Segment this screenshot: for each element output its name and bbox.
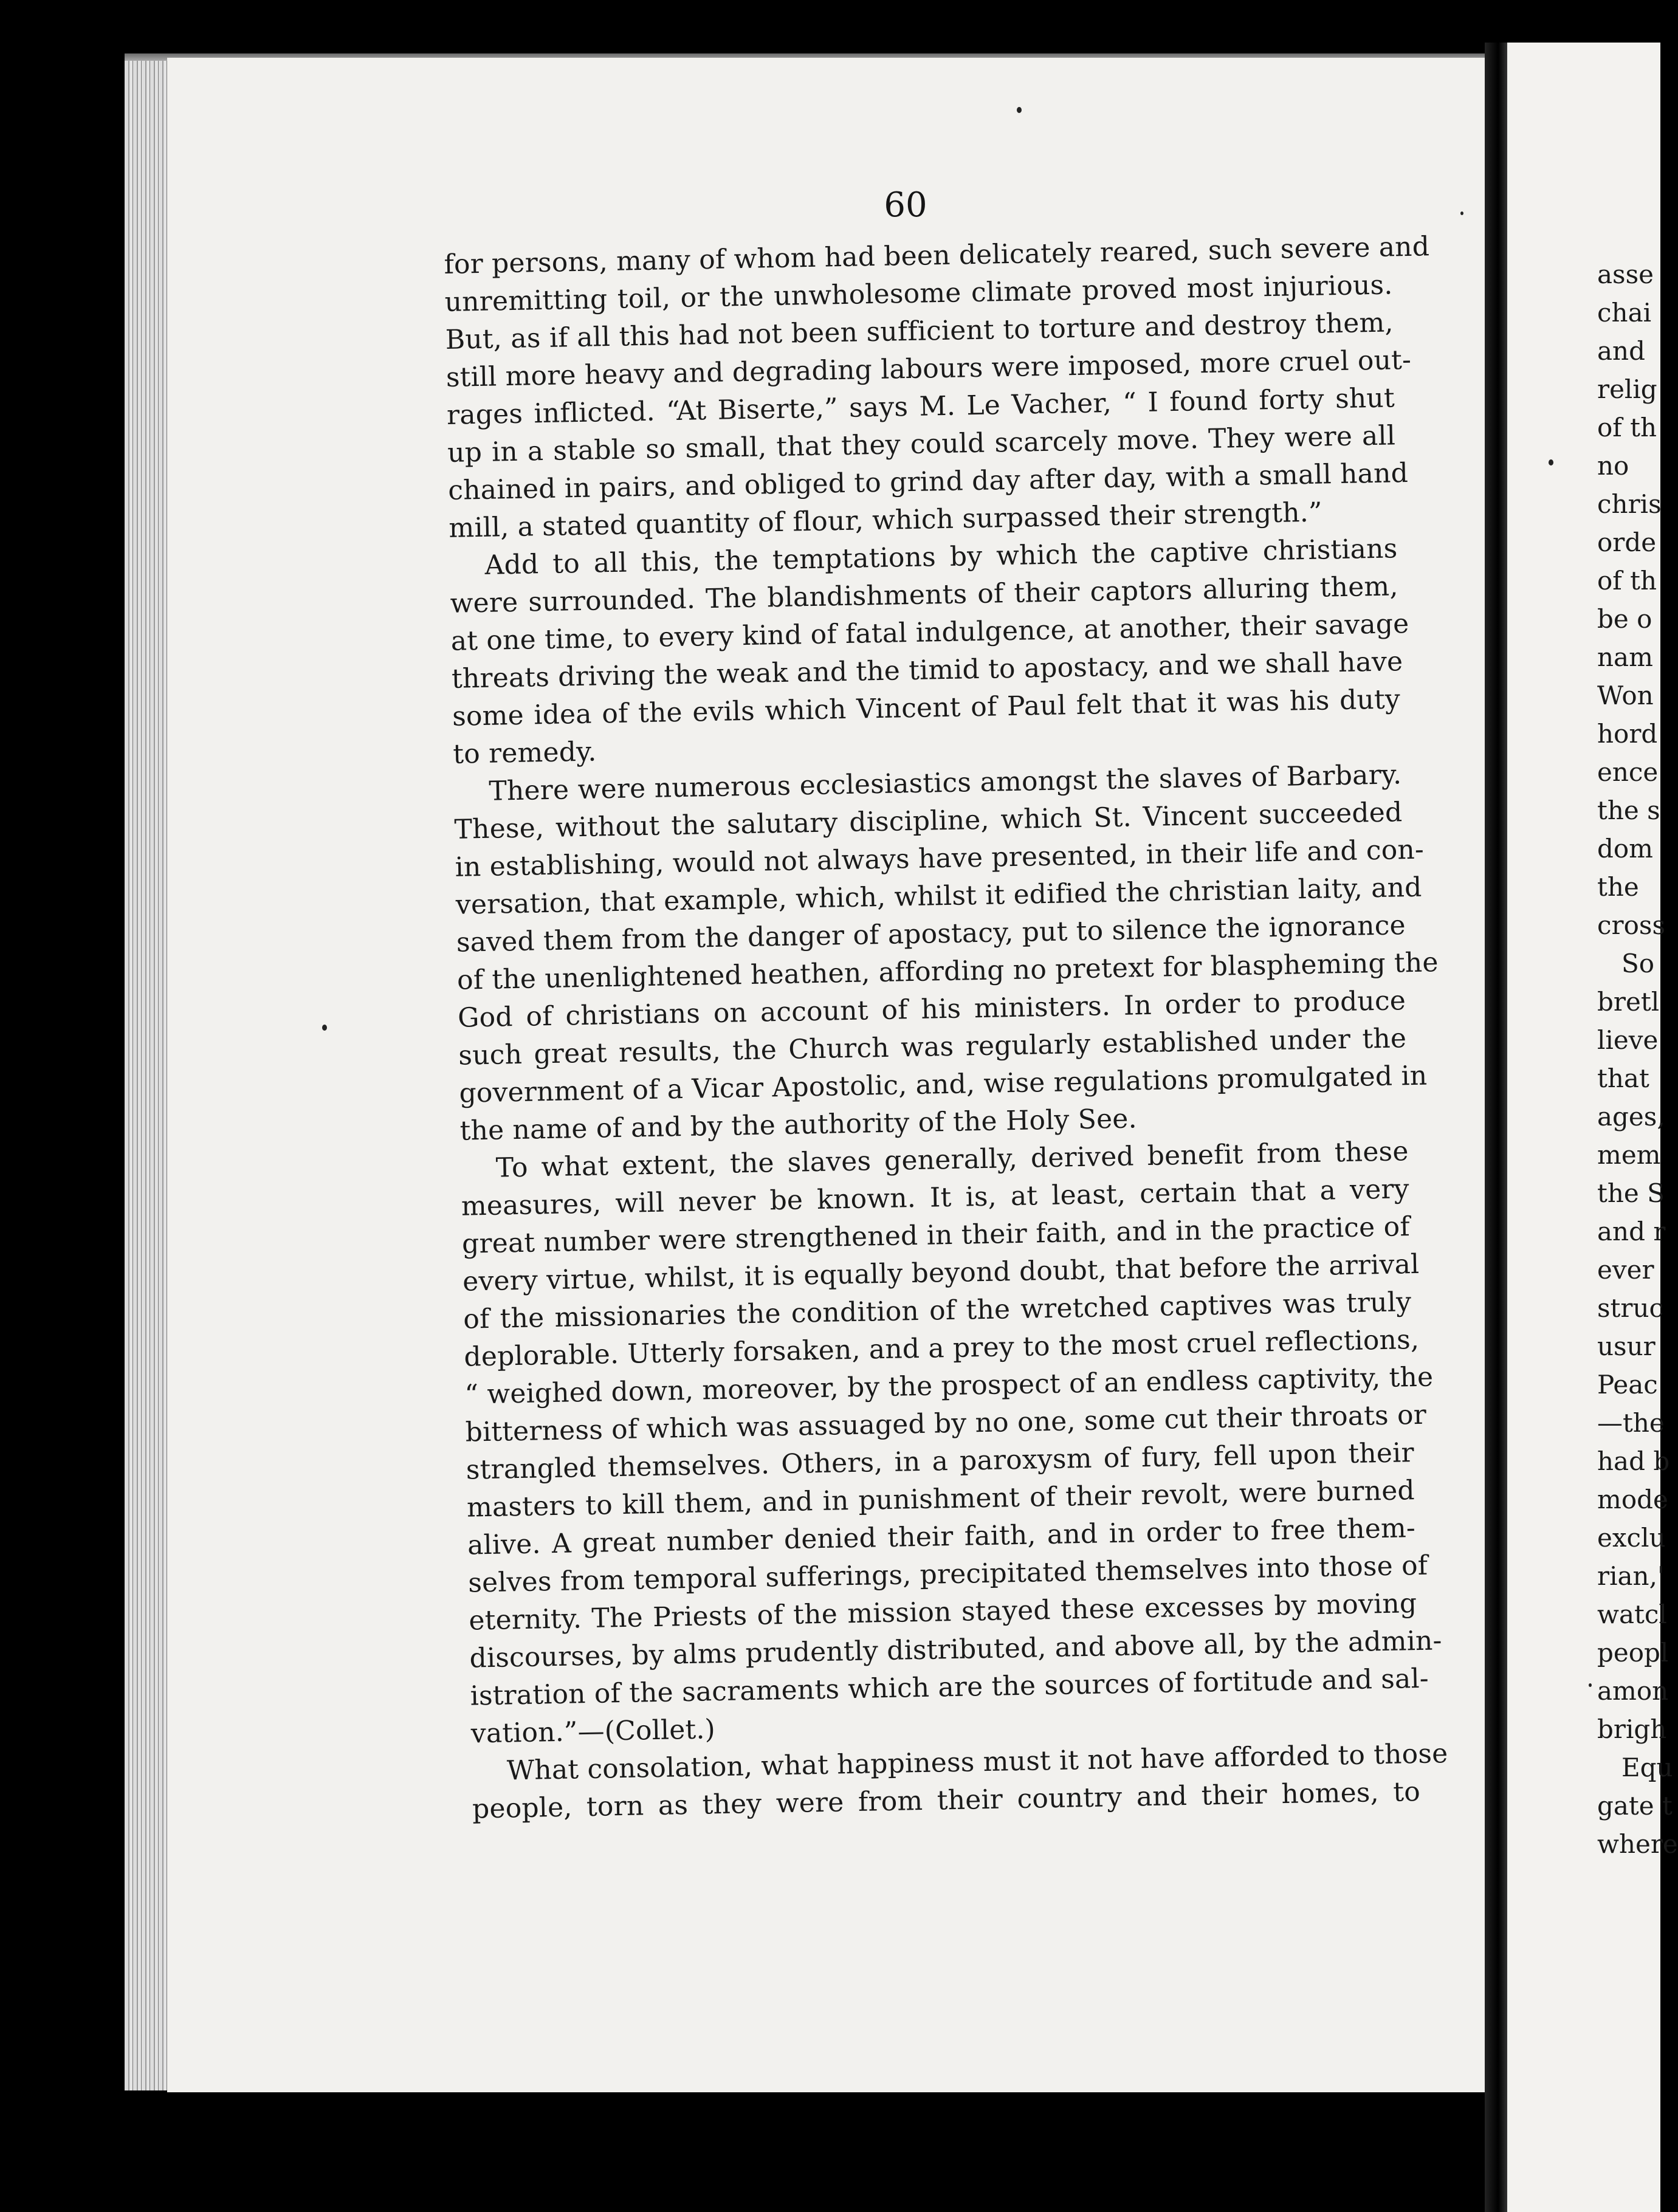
facing-text-line: had b	[1597, 1446, 1670, 1476]
facing-text-line: chris	[1597, 489, 1662, 519]
facing-text-line: and	[1597, 336, 1645, 366]
facing-text-line: usur	[1597, 1331, 1656, 1361]
text-line: measures, will never be known. It is, at least, certain that a very	[461, 1173, 1410, 1222]
text-line: mill, a stated quantity of flour, which surpassed their strength.”	[449, 496, 1323, 544]
text-line: These, without the salutary discipline, which St. Vincent succeeded	[454, 797, 1403, 845]
facing-text-line: Equ	[1621, 1753, 1673, 1782]
facing-text-line: of th	[1597, 413, 1657, 442]
facing-text-line: the s	[1597, 795, 1660, 825]
facing-text-line: bretl	[1597, 987, 1660, 1017]
text-line: every virtue, whilst, it is equally beyond doubt, that before the arrival	[462, 1248, 1420, 1297]
text-line: istration of the sacraments which are the sources of fortitude and sal-	[470, 1663, 1429, 1712]
text-line: at one time, to every kind of fatal indulgence, at another, their savage	[450, 608, 1409, 657]
facing-text-line: ence	[1597, 757, 1659, 787]
body-text	[444, 228, 1448, 1828]
ink-speck	[322, 1025, 327, 1031]
facing-text-line: So	[1621, 949, 1655, 978]
text-line: saved them from the danger of apostacy, put to silence the ignorance	[456, 910, 1406, 958]
text-line: bitterness of which was assuaged by no one, some cut their throats or	[465, 1399, 1427, 1448]
text-line: were surrounded. The blandishments of their captors alluring them,	[450, 571, 1398, 619]
text-line: alive. A great number denied their faith, and in order to free them-	[467, 1513, 1416, 1561]
text-line: rages inflicted. “At Biserte,” says M. Le Vacher, “ I found forty shut	[446, 382, 1395, 431]
facing-text-line: chai	[1597, 298, 1652, 328]
text-line: selves from temporal sufferings, precipitated themselves into those of	[467, 1550, 1428, 1599]
facing-text-line: where	[1597, 1829, 1678, 1859]
text-line: government of a Vicar Apostolic, and, wise regulations promulgated in	[459, 1060, 1428, 1109]
text-line: unremitting toil, or the unwholesome climate proved most injurious.	[444, 269, 1393, 318]
page-number: 60	[884, 185, 927, 225]
facing-text-line: that	[1597, 1063, 1649, 1093]
facing-text-line: amon	[1597, 1676, 1669, 1706]
facing-text-line: nam	[1597, 642, 1653, 672]
text-line: in establishing, would not always have presented, in their life and con-	[455, 834, 1425, 883]
facing-text-line: ever	[1597, 1255, 1654, 1285]
text-line: for persons, many of whom had been delicately reared, such severe and	[444, 231, 1430, 280]
facing-text-line: watcl	[1597, 1599, 1667, 1629]
text-line: vation.”—(Collet.)	[470, 1714, 716, 1750]
book-gutter	[1485, 43, 1507, 2212]
text-line: “ weighed down, moreover, by the prospect of an endless captivity, the	[464, 1361, 1434, 1410]
facing-text-line: Won	[1597, 681, 1654, 710]
text-line: eternity. The Priests of the mission stayed these excesses by moving	[468, 1588, 1417, 1637]
facing-text-line: mode	[1597, 1485, 1668, 1514]
facing-text-line: hord	[1597, 719, 1658, 749]
text-line: There were numerous ecclesiastics amongst the slaves of Barbary.	[488, 759, 1402, 807]
facing-text-line: exclu	[1597, 1523, 1666, 1553]
text-line: What consolation, what happiness must it not have afforded to those	[506, 1738, 1448, 1787]
facing-text-line: struc	[1597, 1293, 1664, 1323]
facing-text-line: dom	[1597, 834, 1653, 864]
text-line: of the missionaries the condition of the wretched captives was truly	[462, 1286, 1412, 1335]
facing-text-line: orde	[1597, 527, 1657, 557]
text-line: Add to all this, the temptations by which the captive christians	[484, 533, 1398, 581]
text-line: But, as if all this had not been sufficient to torture and destroy them,	[445, 307, 1394, 355]
facing-page-text	[1597, 255, 1678, 1863]
facing-text-line: ages,	[1597, 1102, 1665, 1132]
facing-text-line: the S	[1597, 1178, 1665, 1208]
facing-text-line: brigh	[1597, 1714, 1667, 1744]
text-line: such great results, the Church was regularly established under the	[458, 1023, 1407, 1071]
text-line: To what extent, the slaves generally, derived benefit from these	[495, 1136, 1409, 1184]
text-line: discourses, by alms prudently distributed, and above all, by the admin-	[469, 1625, 1443, 1674]
facing-text-line: gate t	[1597, 1791, 1673, 1821]
text-line: threats driving the weak and the timid to apostacy, and we shall have	[451, 646, 1403, 695]
facing-text-line: asse	[1597, 259, 1654, 289]
facing-text-line: no	[1597, 451, 1629, 481]
facing-text-line: peopl	[1597, 1638, 1669, 1668]
text-line: still more heavy and degrading labours were imposed, more cruel out-	[445, 344, 1412, 393]
text-line: people, torn as they were from their country and their homes, to	[472, 1776, 1421, 1825]
text-line: to remedy.	[452, 736, 597, 770]
facing-text-line: cross	[1597, 910, 1665, 940]
facing-text-line: be o	[1597, 604, 1652, 634]
ink-speck	[1460, 211, 1463, 215]
text-line: the name of and by the authority of the Holy See.	[459, 1103, 1138, 1147]
text-line: strangled themselves. Others, in a paroxysm of fury, fell upon their	[466, 1437, 1415, 1486]
text-line: masters to kill them, and in punishment of their revolt, were burned	[466, 1475, 1415, 1523]
text-line: up in a stable so small, that they could scarcely move. They were all	[447, 420, 1396, 469]
facing-text-line: rian,'	[1597, 1561, 1665, 1591]
text-line: some idea of the evils which Vincent of Paul felt that it was his duty	[452, 684, 1401, 732]
facing-text-line: lieve	[1597, 1025, 1659, 1055]
ink-speck	[1589, 1683, 1592, 1687]
facing-text-line: mem	[1597, 1140, 1661, 1170]
facing-text-line: —the	[1597, 1408, 1665, 1438]
text-line: versation, that example, which, whilst it edified the christian laity, and	[455, 871, 1422, 921]
text-line: chained in pairs, and obliged to grind day after day, with a small hand	[447, 457, 1409, 506]
facing-text-line: relig	[1597, 374, 1657, 404]
ink-speck	[1549, 459, 1553, 465]
text-line: of the unenlightened heathen, affording no pretext for blaspheming the	[456, 947, 1439, 996]
text-line: God of christians on account of his ministers. In order to produce	[457, 985, 1406, 1034]
text-line: deplorable. Utterly forsaken, and a prey to the most cruel reflections,	[464, 1324, 1420, 1373]
facing-text-line: the	[1597, 872, 1639, 902]
facing-text-line: and r	[1597, 1217, 1666, 1246]
facing-text-line: of th	[1597, 566, 1657, 596]
text-line: great number were strengthened in their faith, and in the practice of	[461, 1211, 1411, 1260]
facing-text-line: Peac	[1597, 1370, 1658, 1400]
ink-speck	[1017, 107, 1022, 113]
